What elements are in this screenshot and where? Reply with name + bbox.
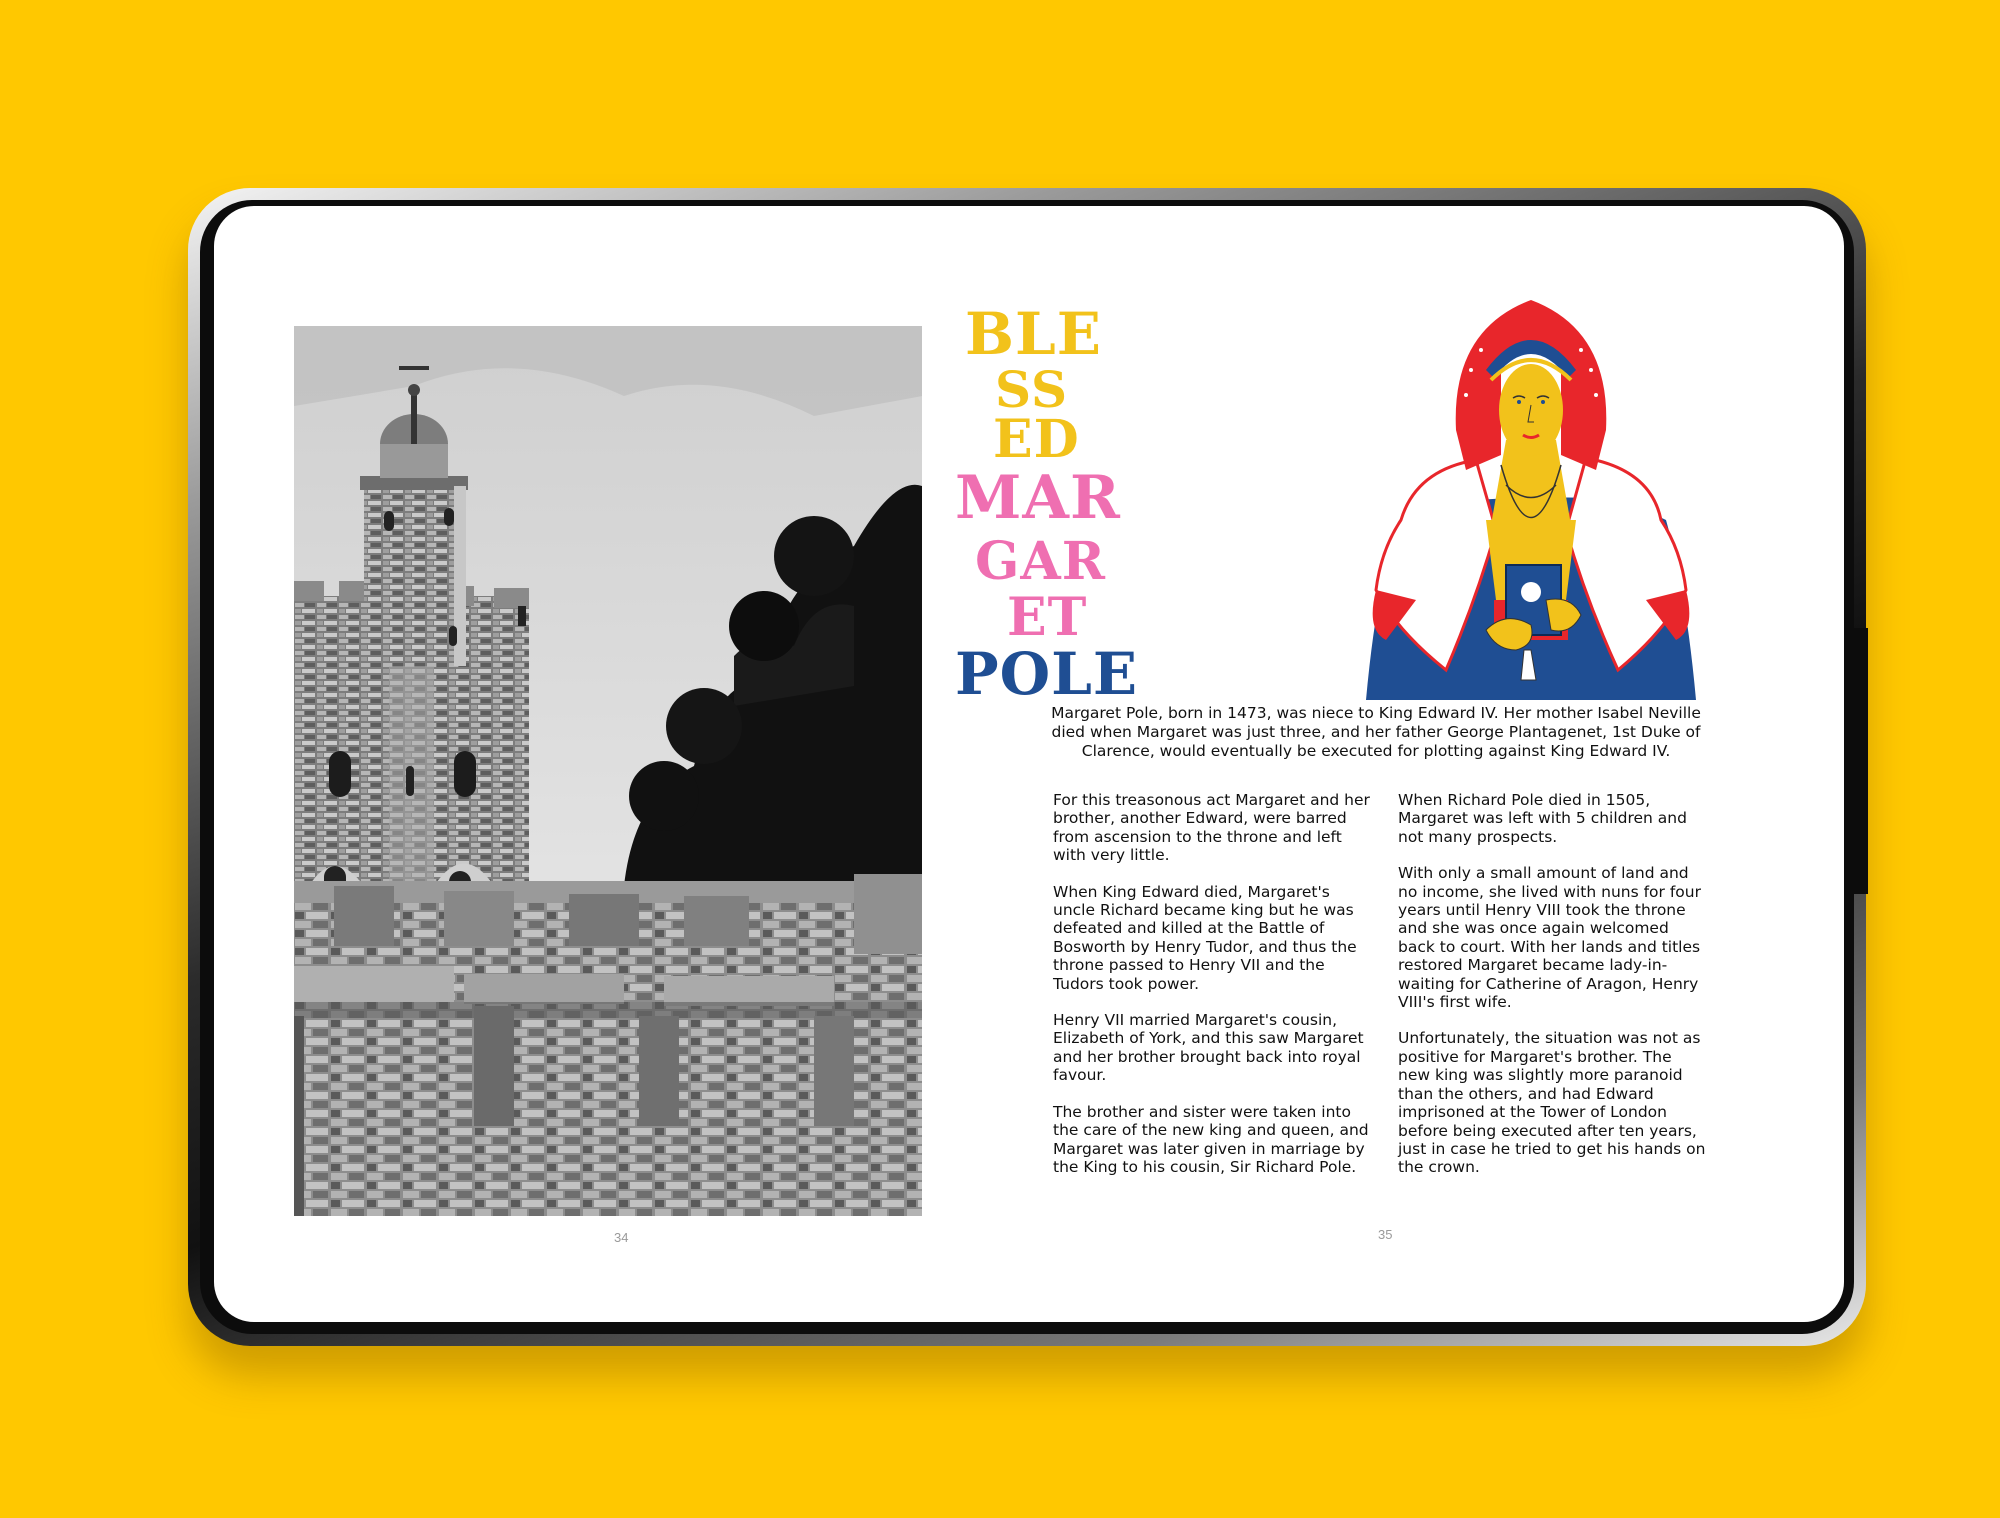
left-paragraph-3: Henry VII married Margaret's cousin, Elizabeth of York, and this saw Margaret and her brother brought back into royal favour. [1053, 1011, 1364, 1085]
right-paragraph-1: When Richard Pole died in 1505, Margaret was left with 5 children and not many prospects. [1398, 791, 1687, 846]
tower-photo [294, 326, 922, 1216]
tower-of-london-image [294, 326, 922, 1216]
title-line-5: GAR [975, 531, 1106, 592]
left-paragraph-4: The brother and sister were taken into the care of the new king and queen, and Margaret was later given in marriage by the King to his cousin, Sir Richard Pole. [1053, 1102, 1369, 1176]
title-line-6: ET [1007, 587, 1088, 648]
title-line-3: ED [993, 409, 1080, 470]
title-line-4: MAR [955, 463, 1121, 533]
title-line-7: POLE [955, 640, 1139, 708]
left-paragraph-1: For this treasonous act Margaret and her brother, another Edward, were barred from ascension to the throne and left with very little. [1053, 791, 1370, 865]
title-blessed-margaret-pole [955, 300, 1335, 708]
right-paragraph-3: Unfortunately, the situation was not as positive for Margaret's brother. The new king was slightly more paranoid than the others, and had Edward imprisoned at the Tower of London before being executed after ten years, just in case he tried to get his hands on the crown. [1398, 1029, 1706, 1177]
article-right-column [1398, 791, 1708, 1195]
left-paragraph-2: When King Edward died, Margaret's uncle Richard became king but he was defeated and killed at the Battle of Bosworth by Henry Tudor, and thus the throne passed to Henry VII and the Tudors took power. [1053, 882, 1357, 993]
article-intro: Margaret Pole, born in 1473, was niece to King Edward IV. Her mother Isabel Neville died when Margaret was just three, and her father George Plantagenet, 1st Duke of Clarence, would eventually be executed for plotting against King Edward IV. [1051, 704, 1701, 760]
page-number-left: 34 [614, 1230, 629, 1245]
article-left-column [1053, 791, 1373, 1194]
page-number-right: 35 [1378, 1227, 1393, 1242]
right-paragraph-2: With only a small amount of land and no income, she lived with nuns for four years until Henry VIII took the throne and she was once again welcomed back to court. With her lands and titles restored Margaret became lady-in-waiting for Catherine of Aragon, Henry VIII's first wife. [1398, 864, 1701, 1012]
tablet-screen [214, 206, 1844, 1322]
title-line-1: BLE [965, 300, 1103, 368]
margaret-pole-portrait [1356, 270, 1706, 700]
title-line-2: SS [995, 360, 1069, 419]
